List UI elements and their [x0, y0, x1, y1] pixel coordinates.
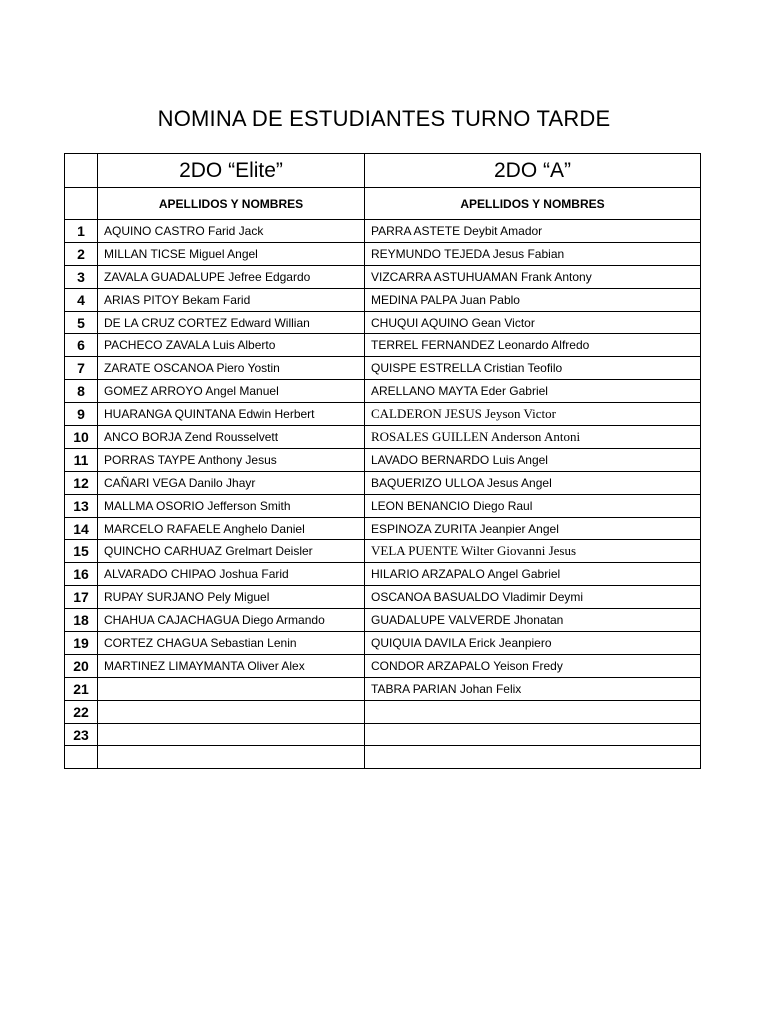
student-name-elite: ZARATE OSCANOA Piero Yostin [98, 357, 365, 380]
student-name-a: HILARIO ARZAPALO Angel Gabriel [365, 563, 701, 586]
table-row [65, 334, 701, 357]
row-number: 2 [65, 242, 98, 265]
student-name-elite: HUARANGA QUINTANA Edwin Herbert [98, 403, 365, 426]
table-row [65, 632, 701, 655]
student-name-a [365, 700, 701, 723]
table-row [65, 609, 701, 632]
row-number: 18 [65, 609, 98, 632]
row-number: 15 [65, 540, 98, 563]
row-number: 5 [65, 311, 98, 334]
table-row [65, 242, 701, 265]
student-name-elite: CAÑARI VEGA Danilo Jhayr [98, 471, 365, 494]
student-name-a: ESPINOZA ZURITA Jeanpier Angel [365, 517, 701, 540]
row-number: 14 [65, 517, 98, 540]
student-name-a: QUIQUIA DAVILA Erick Jeanpiero [365, 632, 701, 655]
row-number: 19 [65, 632, 98, 655]
table-row [65, 746, 701, 769]
row-number: 21 [65, 677, 98, 700]
student-name-a: TABRA PARIAN Johan Felix [365, 677, 701, 700]
student-name-elite [98, 677, 365, 700]
table-row [65, 448, 701, 471]
table-row [65, 586, 701, 609]
student-name-elite [98, 746, 365, 769]
row-number: 16 [65, 563, 98, 586]
table-row [65, 654, 701, 677]
row-number: 8 [65, 380, 98, 403]
student-name-elite: ZAVALA GUADALUPE Jefree Edgardo [98, 265, 365, 288]
student-name-elite [98, 700, 365, 723]
student-name-elite: MARTINEZ LIMAYMANTA Oliver Alex [98, 654, 365, 677]
column-header-row [65, 188, 701, 220]
row-number: 20 [65, 654, 98, 677]
row-number: 22 [65, 700, 98, 723]
student-name-a: ROSALES GUILLEN Anderson Antoni [365, 426, 701, 449]
table-row [65, 311, 701, 334]
student-name-elite: ALVARADO CHIPAO Joshua Farid [98, 563, 365, 586]
row-number: 11 [65, 448, 98, 471]
table-row [65, 540, 701, 563]
student-name-elite: ARIAS PITOY Bekam Farid [98, 288, 365, 311]
row-number: 10 [65, 426, 98, 449]
table-row [65, 723, 701, 746]
corner-cell [65, 154, 98, 188]
table-row [65, 380, 701, 403]
student-name-elite: PACHECO ZAVALA Luis Alberto [98, 334, 365, 357]
row-number: 4 [65, 288, 98, 311]
student-name-a: CALDERON JESUS Jeyson Victor [365, 403, 701, 426]
table-row [65, 288, 701, 311]
group-header-row [65, 154, 701, 188]
table-row [65, 471, 701, 494]
student-name-a: LEON BENANCIO Diego Raul [365, 494, 701, 517]
student-name-elite: GOMEZ ARROYO Angel Manuel [98, 380, 365, 403]
student-name-elite: MILLAN TICSE Miguel Angel [98, 242, 365, 265]
row-number [65, 746, 98, 769]
student-name-a: BAQUERIZO ULLOA Jesus Angel [365, 471, 701, 494]
group-header-elite: 2DO “Elite” [98, 154, 365, 188]
row-number: 6 [65, 334, 98, 357]
student-roster-table [64, 153, 701, 769]
row-number: 3 [65, 265, 98, 288]
row-number: 12 [65, 471, 98, 494]
table-row [65, 517, 701, 540]
student-name-elite: AQUINO CASTRO Farid Jack [98, 220, 365, 243]
student-name-elite: RUPAY SURJANO Pely Miguel [98, 586, 365, 609]
corner-cell [65, 188, 98, 220]
column-header-elite: APELLIDOS Y NOMBRES [98, 188, 365, 220]
student-name-a: CONDOR ARZAPALO Yeison Fredy [365, 654, 701, 677]
student-name-a: VIZCARRA ASTUHUAMAN Frank Antony [365, 265, 701, 288]
student-name-elite: ANCO BORJA Zend Rousselvett [98, 426, 365, 449]
student-name-elite: QUINCHO CARHUAZ Grelmart Deisler [98, 540, 365, 563]
page-title: NOMINA DE ESTUDIANTES TURNO TARDE [157, 106, 611, 131]
student-name-a: LAVADO BERNARDO Luis Angel [365, 448, 701, 471]
table-row [65, 357, 701, 380]
student-name-elite: DE LA CRUZ CORTEZ Edward Willian [98, 311, 365, 334]
student-name-a: VELA PUENTE Wilter Giovanni Jesus [365, 540, 701, 563]
table-row [65, 494, 701, 517]
group-header-a: 2DO “A” [365, 154, 701, 188]
row-number: 23 [65, 723, 98, 746]
table-row [65, 403, 701, 426]
row-number: 17 [65, 586, 98, 609]
student-name-a: TERREL FERNANDEZ Leonardo Alfredo [365, 334, 701, 357]
row-number: 13 [65, 494, 98, 517]
table-row [65, 677, 701, 700]
student-name-elite: MALLMA OSORIO Jefferson Smith [98, 494, 365, 517]
row-number: 7 [65, 357, 98, 380]
student-name-a: CHUQUI AQUINO Gean Victor [365, 311, 701, 334]
row-number: 9 [65, 403, 98, 426]
table-row [65, 426, 701, 449]
table-row [65, 265, 701, 288]
student-name-a: MEDINA PALPA Juan Pablo [365, 288, 701, 311]
student-name-elite [98, 723, 365, 746]
student-name-a: GUADALUPE VALVERDE Jhonatan [365, 609, 701, 632]
student-name-elite: PORRAS TAYPE Anthony Jesus [98, 448, 365, 471]
student-name-elite: CORTEZ CHAGUA Sebastian Lenin [98, 632, 365, 655]
row-number: 1 [65, 220, 98, 243]
student-name-elite: CHAHUA CAJACHAGUA Diego Armando [98, 609, 365, 632]
student-name-a: OSCANOA BASUALDO Vladimir Deymi [365, 586, 701, 609]
student-name-a: PARRA ASTETE Deybit Amador [365, 220, 701, 243]
student-name-elite: MARCELO RAFAELE Anghelo Daniel [98, 517, 365, 540]
student-name-a: QUISPE ESTRELLA Cristian Teofilo [365, 357, 701, 380]
student-name-a [365, 723, 701, 746]
student-name-a: REYMUNDO TEJEDA Jesus Fabian [365, 242, 701, 265]
student-name-a [365, 746, 701, 769]
table-row [65, 700, 701, 723]
column-header-a: APELLIDOS Y NOMBRES [365, 188, 701, 220]
table-row [65, 563, 701, 586]
table-row [65, 220, 701, 243]
student-name-a: ARELLANO MAYTA Eder Gabriel [365, 380, 701, 403]
